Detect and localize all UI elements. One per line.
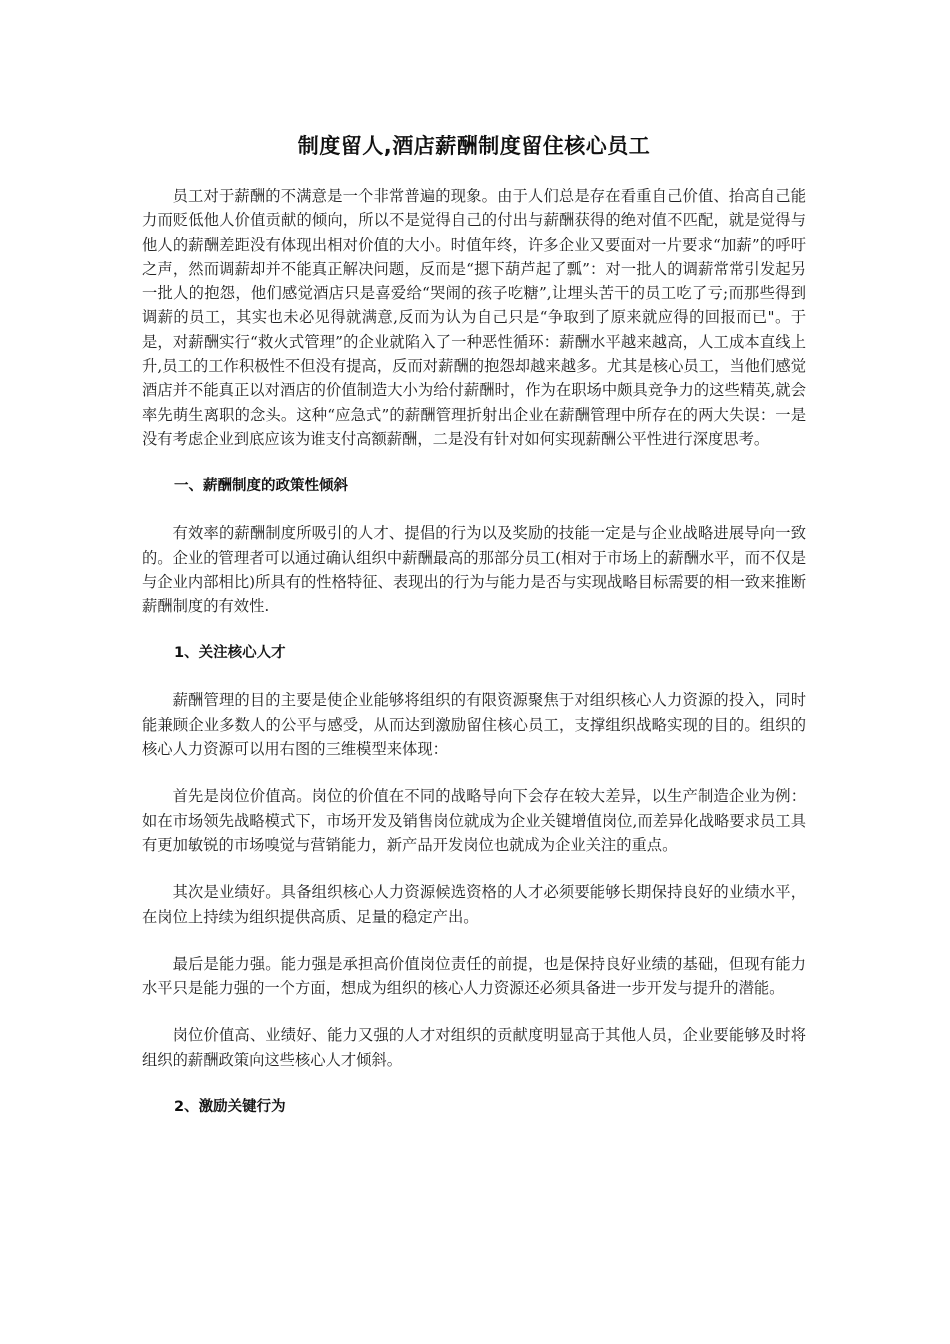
paragraph-tilt-to-core: 岗位价值高、业绩好、能力又强的人才对组织的贡献度明显高于其他人员，企业要能够及时将组织的薪酬政策向这些核心人才倾斜。 [142,1026,806,1069]
paragraph-position-value: 首先是岗位价值高。岗位的价值在不同的战略导向下会存在较大差异，以生产制造企业为例：如在市场领先战略模式下，市场开发及销售岗位就成为企业关键增值岗位,而差异化战略要求员工具有更加敏锐的市场嗅觉与营销能力，新产品开发岗位也就成为企业关注的重点。 [142,787,806,854]
paragraph-intro: 员工对于薪酬的不满意是一个非常普遍的现象。由于人们总是存在看重自己价值、抬高自己能力而贬低他人价值贡献的倾向，所以不是觉得自己的付出与薪酬获得的绝对值不匹配，就是觉得与他人的薪酬差距没有体现出相对价值的大小。时值年终，许多企业又要面对一片要求“加薪”的呼吁之声，然而调薪却并不能真正解决问题，反而是“摁下葫芦起了瓢”：对一批人的调薪常常引发起另一批人的抱怨，他们感觉酒店只是喜爱给“哭闹的孩子吃糖”,让埋头苦干的员工吃了亏;而那些得到调薪的员工，其实也未必见得就满意,反而为认为自己只是“争取到了原来就应得的回报而已"。于是，对薪酬实行“救火式管理”的企业就陷入了一种恶性循环：薪酬水平越来越高，人工成本直线上升,员工的工作积极性不但没有提高，反而对薪酬的抱怨却越来越多。尤其是核心员工，当他们感觉酒店并不能真正以对酒店的价值制造大小为给付薪酬时，作为在职场中颇具竞争力的这些精英,就会率先萌生离职的念头。这种“应急式”的薪酬管理折射出企业在薪酬管理中所存在的两大失误：一是没有考虑企业到底应该为谁支付高额薪酬，二是没有针对如何实现薪酬公平性进行深度思考。 [142,187,806,448]
document-body [142,130,806,1142]
document-title: 制度留人,酒店薪酬制度留住核心员工 [297,134,651,158]
paragraph-ability: 最后是能力强。能力强是承担高价值岗位责任的前提，也是保持良好业绩的基础，但现有能力水平只是能力强的一个方面，想成为组织的核心人力资源还必须具备进一步开发与提升的潜能。 [142,954,806,998]
subsection-heading-core-talent: 1、关注核心人才 [174,645,286,662]
paragraph-salary-purpose: 薪酬管理的目的主要是使企业能够将组织的有限资源聚焦于对组织核心人力资源的投入，同时能兼顾企业多数人的公平与感受，从而达到激励留住核心员工，支撑组织战略实现的目的。组织的核心人力资源可以用右图的三维模型来体现： [142,691,806,759]
section-heading-policy-tilt: 一、薪酬制度的政策性倾斜 [174,478,348,495]
subsection-heading-key-behavior: 2、激励关键行为 [174,1099,286,1116]
paragraph-effective-salary: 有效率的薪酬制度所吸引的人才、提倡的行为以及奖励的技能一定是与企业战略进展导向一致的。企业的管理者可以通过确认组织中薪酬最高的那部分员工(相对于市场上的薪酬水平，而不仅是与企业内部相比)所具有的性格特征、表现出的行为与能力是否与实现战略目标需要的相一致来推断薪酬制度的有效性. [142,524,806,616]
paragraph-performance: 其次是业绩好。具备组织核心人力资源候选资格的人才必须要能够长期保持良好的业绩水平，在岗位上持续为组织提供高质、足量的稳定产出。 [142,883,806,926]
